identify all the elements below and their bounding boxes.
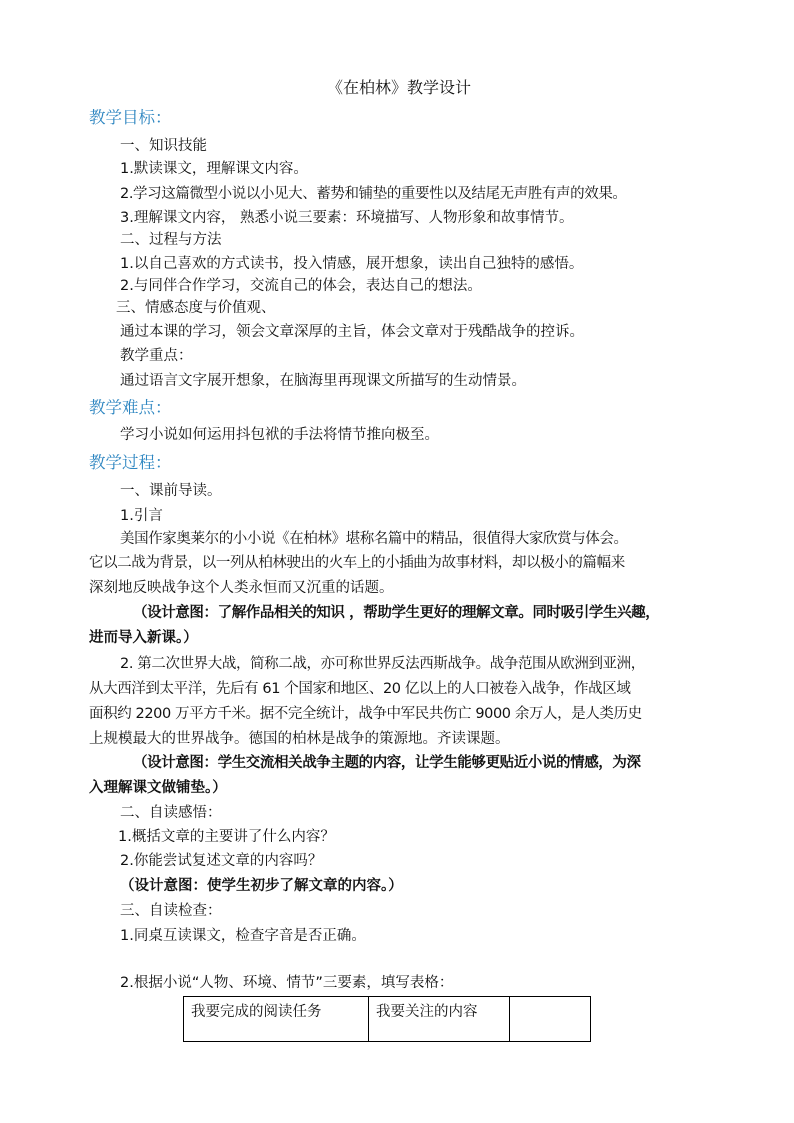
process-method-heading: 二、过程与方法 [120,232,222,248]
ww2-paragraph-line-3: 面积约 2200 万平方千米。据不完全统计，战争中军民共伤亡 9000 余万人，是人类历史 [89,706,642,722]
emotion-heading: 三、情感态度与价值观、 [116,300,276,316]
knowledge-item-3: 3.理解课文内容， 熟悉小说三要素：环境描写、人物形象和故事情节。 [120,210,574,226]
document-title: 《在柏林》教学设计 [327,78,472,97]
table-cell-empty [510,997,591,1042]
knowledge-item-2: 2.学习这篇微型小说以小见大、蓄势和铺垫的重要性以及结尾无声胜有声的效果。 [120,186,627,202]
key-point-text: 通过语言文字展开想象，在脑海里再现课文所描写的生动情景。 [120,373,526,389]
table-row [184,997,591,1042]
table-cell-reading-task: 我要完成的阅读任务 [184,997,369,1042]
design-note-1-line-2: 进而导入新课。） [89,630,198,646]
check-item-2: 2.根据小说“人物、环境、情节”三要素，填写表格： [120,975,454,991]
check-heading: 三、自读检查： [120,903,222,919]
design-note-1-line-1: （设计意图：了解作品相关的知识 ，帮助学生更好的理解文章。同时吸引学生兴趣， [133,605,660,621]
design-note-3: （设计意图：使学生初步了解文章的内容。） [120,878,403,894]
table-cell-focus-content: 我要关注的内容 [369,997,510,1042]
design-note-2-line-2: 入理解课文做铺垫。） [89,780,227,796]
process-heading: 教学过程： [89,453,172,472]
design-note-2-line-1: （设计意图：学生交流相关战争主题的内容，让学生能够更贴近小说的情感，为深 [133,755,641,771]
intro-subheading: 1.引言 [120,508,163,524]
reading-task-table [183,996,591,1042]
intro-paragraph-line-2: 它以二战为背景，以一列从柏林驶出的火车上的小插曲为故事材料，却以极小的篇幅来 [89,555,625,571]
intro-paragraph-line-3: 深刻地反映战争这个人类永恒而又沉重的话题。 [89,580,394,596]
intro-paragraph-line-1: 美国作家奥莱尔的小小说《在柏林》堪称名篇中的精品，很值得大家欣赏与体会。 [120,531,628,547]
difficulty-text: 学习小说如何运用抖包袱的手法将情节推向极至。 [120,427,439,443]
process-method-item-2: 2.与同伴合作学习，交流自己的体会，表达自己的想法。 [120,278,482,294]
process-method-item-1: 1.以自己喜欢的方式读书，投入情感，展开想象，读出自己独特的感悟。 [120,256,584,272]
ww2-paragraph-line-2: 从大西洋到太平洋，先后有 61 个国家和地区、20 亿以上的人口被卷入战争，作战区域 [89,681,631,697]
emotion-text: 通过本课的学习，领会文章深厚的主旨，体会文章对于残酷战争的控诉。 [120,324,584,340]
self-read-heading: 二、自读感悟： [120,805,222,821]
ww2-paragraph-line-1: 2. 第二次世界大战，简称二战，亦可称世界反法西斯战争。战争范围从欧洲到亚洲， [120,656,645,672]
objectives-heading: 教学目标： [89,108,172,127]
ww2-paragraph-line-4: 上规模最大的世界战争。德国的柏林是战争的策源地。齐读课题。 [89,731,510,747]
knowledge-item-1: 1.默读课文，理解课文内容。 [120,161,308,177]
intro-heading: 一、课前导读。 [120,483,222,499]
self-read-item-1: 1.概括文章的主要讲了什么内容？ [118,829,335,845]
self-read-item-2: 2.你能尝试复述文章的内容吗？ [120,853,323,869]
check-item-1: 1.同桌互读课文，检查字音是否正确。 [120,928,366,944]
knowledge-heading: 一、知识技能 [120,138,207,154]
difficulty-heading: 教学难点： [89,398,172,417]
key-point-heading: 教学重点： [120,348,193,364]
